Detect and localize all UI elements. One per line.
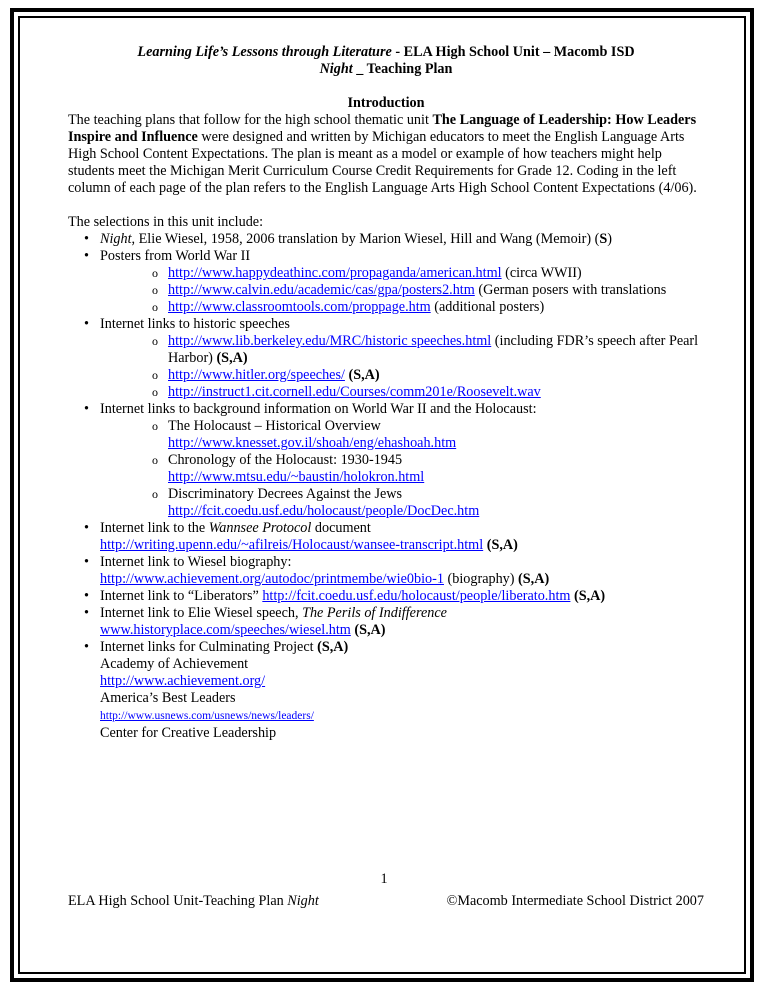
intro-paragraph: The teaching plans that follow for the high school thematic unit The Language of Leadership: How Leaders Inspire and Influence were designed and written by Michigan educators to meet the English Language Arts High School Content Expectations. The plan is meant as a model or example of how teachers might help students meet the Michigan Merit Curriculum Course Credit Requirements for Grade 12. Coding in the left column of each page of the plan refers to the English Language Arts High School Content Expectations (4/06). <box>68 112 697 196</box>
poster-link-1[interactable]: http://www.happydeathinc.com/propaganda/american.html <box>168 265 502 281</box>
selections-list <box>68 231 704 742</box>
speech-link-3[interactable]: http://instruct1.cit.cornell.edu/Courses/comm201e/Roosevelt.wav <box>168 384 541 400</box>
list-item: • Internet link to Elie Wiesel speech, The Perils of Indifference www.historyplace.com/speeches/wiesel.htm (S,A) <box>68 605 704 639</box>
list-item <box>100 384 704 401</box>
poster-link-3[interactable]: http://www.classroomtools.com/proppage.htm <box>168 299 431 315</box>
speech-link-1[interactable]: http://www.lib.berkeley.edu/MRC/historic speeches.html <box>168 333 492 349</box>
biography-link[interactable]: http://www.achievement.org/autodoc/printmembe/wie0bio-1 <box>100 571 444 587</box>
culm-label-2: America’s Best Leaders <box>100 690 236 706</box>
document-body <box>68 44 704 742</box>
footer-left: ELA High School Unit-Teaching Plan Night <box>68 893 319 909</box>
liberators-link[interactable]: http://fcit.coedu.usf.edu/holocaust/people/liberato.htm <box>262 588 571 604</box>
list-item: • Internet link to Wiesel biography: http://www.achievement.org/autodoc/printmembe/wie0bio-1 (biography) (S,A) <box>68 554 704 588</box>
background-link-1[interactable]: http://www.knesset.gov.il/shoah/eng/ehashoah.htm <box>168 435 457 451</box>
culm-label-3: Center for Creative Leadership <box>100 725 277 741</box>
list-item: o Chronology of the Holocaust: 1930-1945 http://www.mtsu.edu/~baustin/holokron.html <box>100 452 704 486</box>
list-item: o http://www.calvin.edu/academic/cas/gpa/posters2.htm (German posers with translations <box>100 282 704 299</box>
list-item: • Internet links to background information on World War II and the Holocaust: o The Holocaust – Historical Overview http://www.knesset.gov.il/shoah/eng/ehashoah.htm o Chronology of the Holocaust: 1930-1945 http://www.mtsu.edu/~baustin/holokron.html o Discriminatory Decrees Against the Jews http://fcit.coedu.usf.edu/holocaust/people/DocDec.htm <box>68 401 704 520</box>
list-item: • Posters from World War II o http://www.happydeathinc.com/propaganda/american.html (circa WWII) o http://www.calvin.edu/academic/cas/gpa/posters2.htm (German posers with translations o http://www.classroomtools.com/proppage.htm (additional posters) <box>68 248 704 316</box>
list-item: • Internet links for Culminating Project (S,A) Academy of Achievement http://www.achievement.org/ America’s Best Leaders http://www.usnews.com/usnews/news/leaders/ Center for Creative Leadership <box>68 639 704 742</box>
wiesel-speech-link[interactable]: www.historyplace.com/speeches/wiesel.htm <box>100 622 351 638</box>
culm-link-2[interactable]: http://www.usnews.com/usnews/news/leaders/ <box>100 710 314 722</box>
selections-intro: The selections in this unit include: <box>68 214 264 230</box>
list-item: o Discriminatory Decrees Against the Jews http://fcit.coedu.usf.edu/holocaust/people/DocDec.htm <box>100 486 704 520</box>
background-link-2[interactable]: http://www.mtsu.edu/~baustin/holokron.html <box>168 469 425 485</box>
list-item: o http://www.lib.berkeley.edu/MRC/historic speeches.html (including FDR’s speech after Pearl Harbor) (S,A) <box>100 333 704 367</box>
list-item: • Internet link to the Wannsee Protocol document http://writing.upenn.edu/~afilreis/Holocaust/wansee-transcript.html (S,A) <box>68 520 704 554</box>
list-item: • Night, Elie Wiesel, 1958, 2006 translation by Marion Wiesel, Hill and Wang (Memoir) (S) <box>68 231 704 248</box>
list-item: o http://www.classroomtools.com/proppage.htm (additional posters) <box>100 299 704 316</box>
wannsee-link[interactable]: http://writing.upenn.edu/~afilreis/Holocaust/wansee-transcript.html <box>100 537 484 553</box>
footer-right: ©Macomb Intermediate School District 2007 <box>446 893 704 909</box>
document-title: Learning Life’s Lessons through Literature - ELA High School Unit – Macomb ISD Night _ Teaching Plan <box>137 44 635 77</box>
list-item: • Internet link to “Liberators” http://fcit.coedu.usf.edu/holocaust/people/liberato.htm (S,A) <box>68 588 704 605</box>
list-item: • Internet links to historic speeches o http://www.lib.berkeley.edu/MRC/historic speeches.html (including FDR’s speech after Pearl Harbor) (S,A) o http://www.hitler.org/speeches/ (S,A) o http://instruct1.cit.cornell.edu/Courses/comm201e/Roosevelt.wav <box>68 316 704 401</box>
culm-label-1: Academy of Achievement <box>100 656 249 672</box>
culm-link-1[interactable]: http://www.achievement.org/ <box>100 673 266 689</box>
intro-heading: Introduction <box>347 95 425 111</box>
speech-link-2[interactable]: http://www.hitler.org/speeches/ <box>168 367 345 383</box>
list-item: o http://www.happydeathinc.com/propaganda/american.html (circa WWII) <box>100 265 704 282</box>
poster-link-2[interactable]: http://www.calvin.edu/academic/cas/gpa/posters2.htm <box>168 282 475 298</box>
list-item: o The Holocaust – Historical Overview http://www.knesset.gov.il/shoah/eng/ehashoah.htm <box>100 418 704 452</box>
page-number: 1 <box>380 871 388 887</box>
background-link-3[interactable]: http://fcit.coedu.usf.edu/holocaust/people/DocDec.htm <box>168 503 480 519</box>
list-item: o http://www.hitler.org/speeches/ (S,A) <box>100 367 704 384</box>
